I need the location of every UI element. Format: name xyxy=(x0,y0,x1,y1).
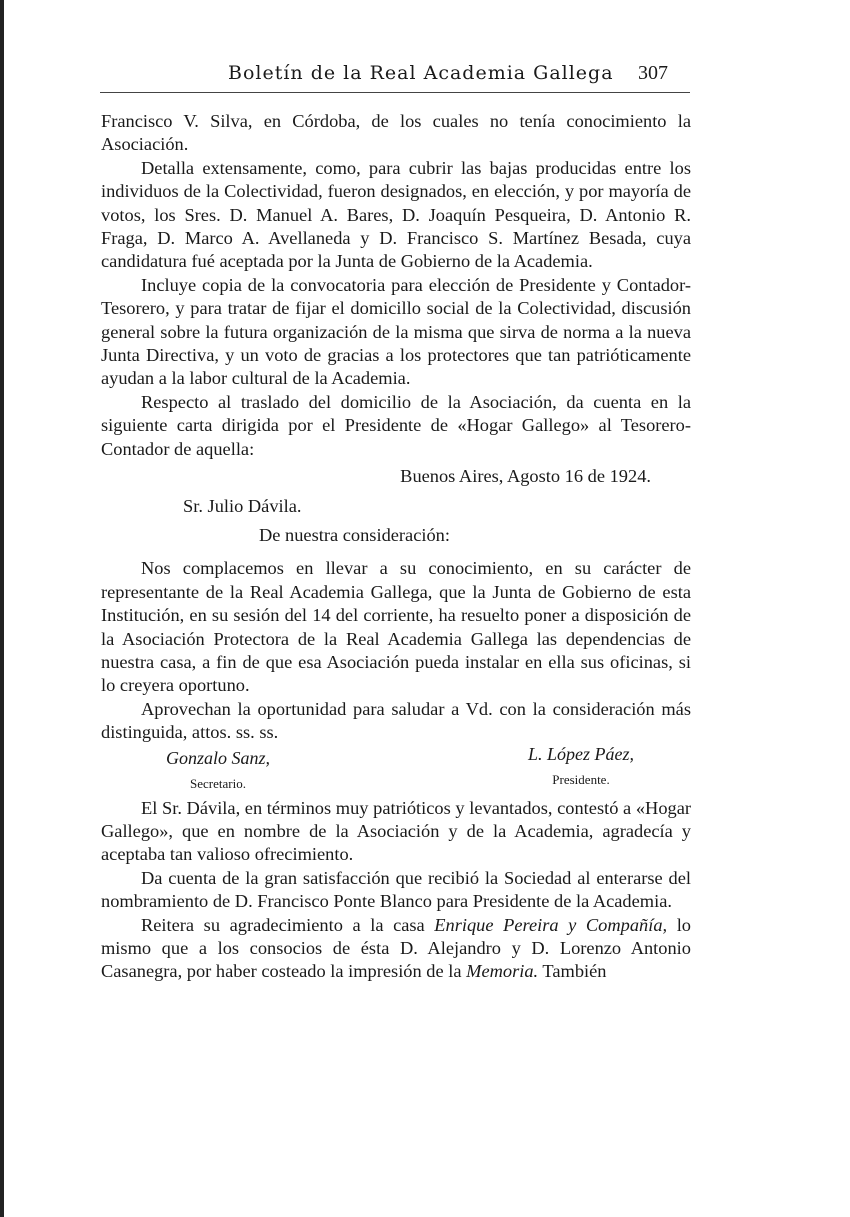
letter-date: Buenos Aires, Agosto 16 de 1924. xyxy=(400,466,651,487)
signature-secretary xyxy=(143,747,293,796)
paragraph-last xyxy=(101,914,691,984)
page-header xyxy=(100,62,690,93)
paragraph: El Sr. Dávila, en términos muy patrióticos y levantados, contestó a «Hogar Gallego», que en nombre de la Asociación y de la Academia, agradecía y aceptaba tan valioso ofrecimiento. xyxy=(101,797,691,865)
paragraph-continued: Francisco V. Silva, en Córdoba, de los cuales no tenía conocimiento la Asociación. xyxy=(101,111,691,155)
letter-paragraph: Aprovechan la oportunidad para saludar a Vd. con la consideración más distinguida, attos. ss. ss. xyxy=(101,698,691,743)
page-number: 307 xyxy=(638,62,668,84)
signature-name: Gonzalo Sanz, xyxy=(165,747,270,768)
text-run: lo mismo que a los consocios de ésta D. Alejandro y D. Lorenzo Antonio Casanegra, por haber costeado la impresión de la xyxy=(101,914,691,982)
text-run: También xyxy=(538,961,607,982)
signature-role: Presidente. xyxy=(552,771,610,787)
letter-salutation: De nuestra consideración: xyxy=(259,524,450,545)
text-run: Reitera su agradecimiento a la casa xyxy=(141,914,435,935)
running-title: Boletín de la Real Academia Gallega xyxy=(228,62,614,84)
letter-recipient: Sr. Julio Dávila. xyxy=(183,495,302,516)
letter-signatures xyxy=(101,745,691,797)
paragraph: Da cuenta de la gran satisfacción que recibió la Sociedad al enterarse del nombramiento de D. Francisco Ponte Blanco para Presidente de la Academia. xyxy=(101,867,691,912)
paragraph: Respecto al traslado del domicilio de la Asociación, da cuenta en la siguiente carta dirigida por el Presidente de «Hogar Gallego» al Tesorero-Contador de aquella: xyxy=(101,391,691,459)
body-text xyxy=(101,110,691,984)
company-name: Enrique Pereira y Compañía, xyxy=(434,914,668,935)
letter-paragraph: Nos complacemos en llevar a su conocimiento, en su carácter de representante de la Real Academia Gallega, que la Junta de Gobierno de esta Institución, en su sesión del 14 del corriente, ha resuelto poner a disposición de la Asociación Protectora de la Real Academia Gallega las dependencias de nuestra casa, a fin de que esa Asociación pueda instalar en ella sus oficinas, si lo creyera oportuno. xyxy=(101,558,691,696)
memoria-title: Memoria. xyxy=(466,961,539,982)
signature-name: L. López Páez, xyxy=(527,743,634,764)
paragraph: Detalla extensamente, como, para cubrir las bajas producidas entre los individuos de la Colectividad, fueron designados, en elección, y por mayoría de votos, los Sres. D. Manuel A. Bares, D. Joaquín Pesqueira, D. Antonio R. Fraga, D. Marco A. Avellaneda y D. Francisco S. Martínez Besada, cuya candidatura fué aceptada por la Junta de Gobierno de la Academia. xyxy=(101,157,691,272)
paragraph: Incluye copia de la convocatoria para elección de Presidente y Contador-Tesorero, y para tratar de fijar el domicillo social de la Colectividad, discusión general sobre la futura organización de la misma que sirva de norma a la nueva Junta Directiva, y un voto de gracias a los protectores que tan patrióticamente ayudan a la labor cultural de la Academia. xyxy=(101,274,691,389)
page-edge xyxy=(0,0,4,1217)
signature-role: Secretario. xyxy=(190,775,246,791)
signature-president xyxy=(511,743,651,792)
